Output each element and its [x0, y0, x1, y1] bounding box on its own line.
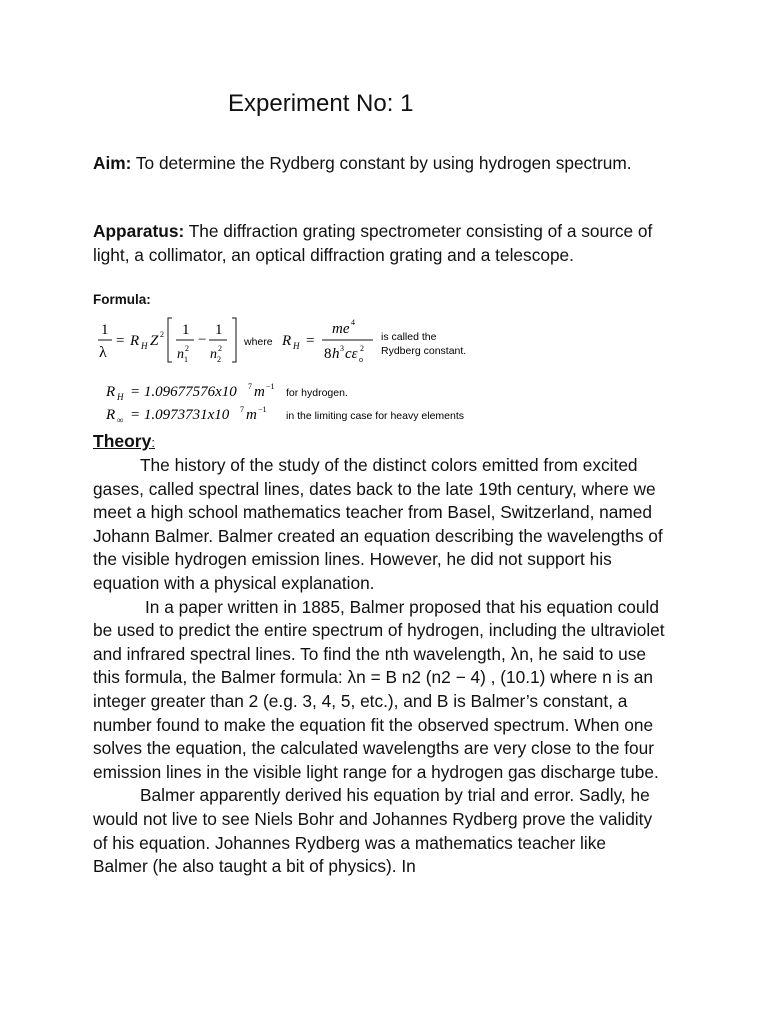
rinf-value-row	[105, 405, 464, 425]
svg-text:=: =	[116, 333, 125, 349]
svg-text:n: n	[210, 347, 217, 362]
svg-text:H: H	[293, 341, 300, 351]
apparatus-label: Apparatus:	[93, 221, 185, 241]
apparatus-text: The diffraction grating spectrometer consisting of a source of light, a collimator, an optical diffraction grating and a telescope.	[93, 221, 653, 265]
formula-label: Formula:	[93, 292, 151, 307]
svg-text:H: H	[117, 392, 124, 402]
aim-label: Aim:	[93, 153, 132, 173]
svg-text:2: 2	[218, 344, 222, 353]
theory-paragraph-2: In a paper written in 1885, Balmer proposed that his equation could be used to predict the entire spectrum of hydrogen, including the ultraviolet and infrared spectral lines. To find the nth wavelength, λn, he said to use this formula, the Balmer formula: λn = B n2 (n2 − 4) , (10.1) where n is an integer greater than 2 (e.g. 3, 4, 5, etc.), and B is Balmer’s constant, a number found to make the equation fit the observed spectrum. When one solves the equation, the calculated wavelengths are very close to the four emission lines in the visible light range for a hydrogen gas discharge tube.	[93, 596, 665, 782]
theory-body	[93, 454, 665, 879]
svg-text:2: 2	[360, 344, 364, 353]
rinf-exponent: 7	[240, 405, 244, 414]
svg-text:1: 1	[215, 322, 223, 338]
theory-paragraph-3: Balmer apparently derived his equation by trial and error. Sadly, he would not live to see Niels Bohr and Johannes Rydberg prove the validity of his equation. Johannes Rydberg was a mathematics teacher like Balmer (he also taught a bit of physics). In	[93, 785, 653, 877]
rh-value: = 1.09677576x10	[130, 384, 237, 400]
theory-heading	[93, 431, 155, 452]
svg-text:2: 2	[217, 355, 221, 364]
rydberg-formula	[98, 318, 236, 364]
svg-text:8: 8	[324, 346, 332, 362]
svg-text:2: 2	[185, 344, 189, 353]
svg-text:2: 2	[160, 330, 164, 339]
svg-text:m: m	[254, 384, 265, 400]
svg-text:−: −	[198, 332, 207, 348]
formula-equations	[96, 312, 516, 434]
svg-text:n: n	[177, 347, 184, 362]
svg-text:−1: −1	[258, 405, 267, 414]
rh-value-row	[105, 382, 348, 402]
svg-text:cε: cε	[345, 346, 358, 362]
theory-colon: :	[151, 435, 155, 450]
rydberg-note-line1: is called the	[381, 331, 437, 343]
rinf-value: = 1.0973731x10	[130, 407, 230, 423]
aim-section	[93, 152, 653, 176]
page-title: Experiment No: 1	[228, 90, 414, 117]
svg-text:R: R	[106, 407, 116, 423]
svg-text:3: 3	[340, 344, 344, 353]
svg-text:1: 1	[184, 355, 188, 364]
apparatus-section	[93, 220, 653, 267]
svg-text:1: 1	[182, 322, 190, 338]
rh-note: for hydrogen.	[286, 387, 348, 399]
svg-text:−1: −1	[266, 382, 275, 391]
svg-text:R: R	[282, 333, 292, 349]
formula-block	[96, 312, 516, 434]
svg-text:H: H	[141, 341, 148, 351]
theory-heading-text: Theory	[93, 431, 152, 451]
svg-text:Z: Z	[150, 333, 159, 349]
rydberg-note-line2: Rydberg constant.	[381, 345, 467, 357]
rh-exponent: 7	[248, 382, 252, 391]
svg-text:∞: ∞	[117, 415, 124, 425]
where-text: where	[244, 336, 273, 348]
svg-text:=: =	[306, 333, 315, 349]
svg-text:m: m	[246, 407, 257, 423]
svg-text:o: o	[359, 355, 363, 364]
rh-definition	[281, 318, 373, 364]
svg-text:λ: λ	[99, 344, 107, 361]
theory-paragraph-1: The history of the study of the distinct colors emitted from excited gases, called spectral lines, dates back to the late 19th century, where we meet a high school mathematics teacher from Basel, Switzerland, named Johann Balmer. Balmer created an equation describing the wavelengths of the visible hydrogen emission lines. However, he did not support his equation with a physical explanation.	[93, 455, 663, 593]
svg-text:R: R	[130, 333, 140, 349]
svg-text:4: 4	[351, 318, 355, 327]
svg-text:h: h	[332, 346, 340, 362]
svg-text:me: me	[332, 321, 350, 337]
rinf-note: in the limiting case for heavy elements	[286, 410, 465, 422]
aim-text: To determine the Rydberg constant by using hydrogen spectrum.	[131, 153, 632, 173]
svg-text:1: 1	[101, 322, 109, 338]
svg-text:R: R	[106, 384, 116, 400]
